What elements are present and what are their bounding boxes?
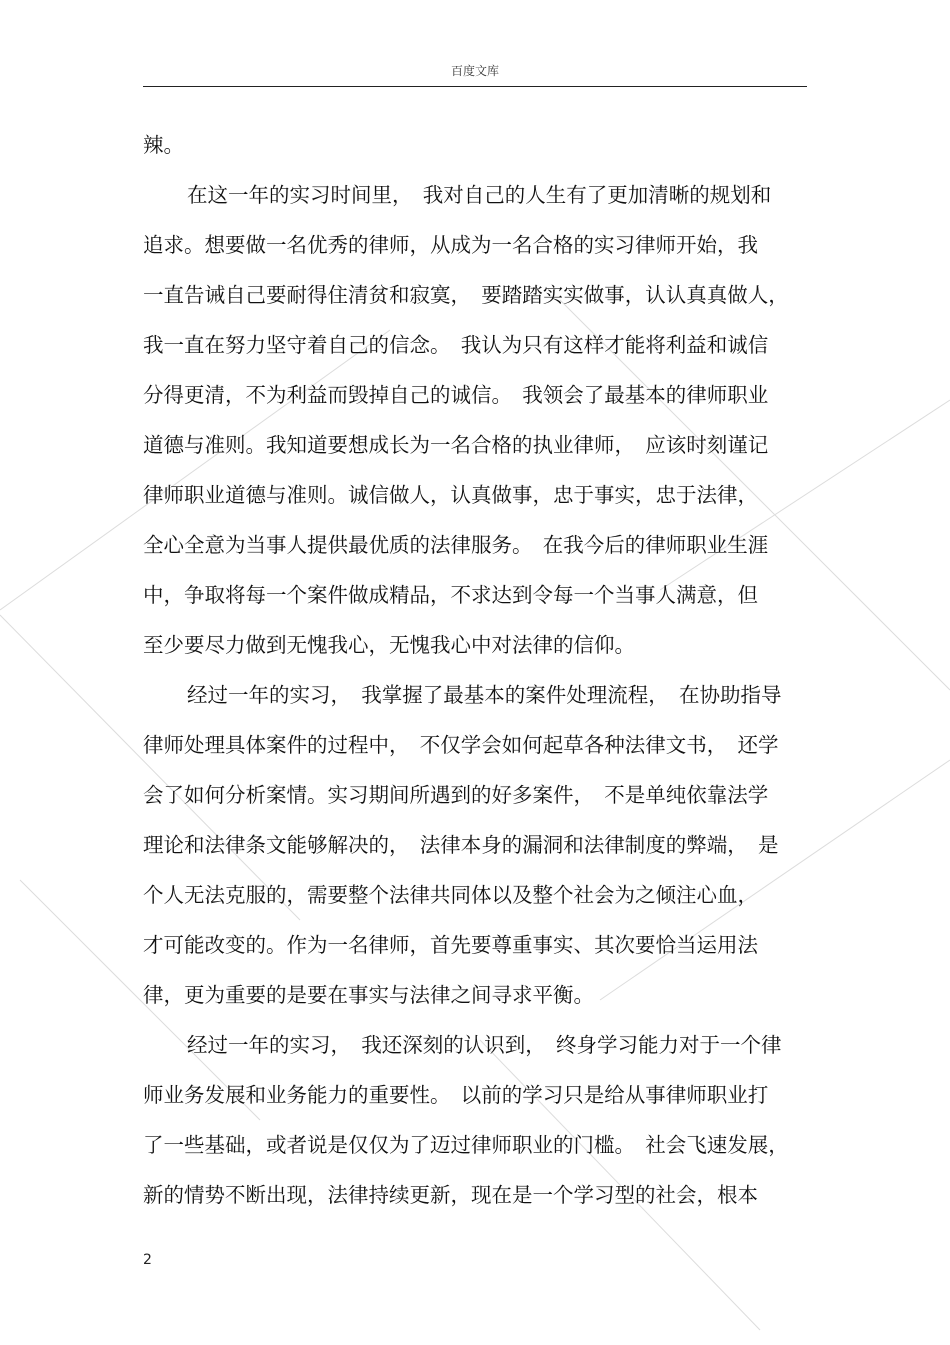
page-header: 百度文库 [450,64,499,78]
text-line: 律师处理具体案件的过程中， 不仅学会如何起草各种法律文书， 还学 [143,733,779,757]
text-line: 新的情势不断出现，法律持续更新，现在是一个学习型的社会，根本 [143,1183,758,1207]
text-line: 至少要尽力做到无愧我心，无愧我心中对法律的信仰。 [143,633,635,657]
text-line: 会了如何分析案情。实习期间所遇到的好多案件， 不是单纯依靠法学 [143,783,769,807]
text-line: 追求。想要做一名优秀的律师，从成为一名合格的实习律师开始，我 [143,233,758,257]
text-line: 才可能改变的。作为一名律师，首先要尊重事实、其次要恰当运用法 [143,933,758,957]
text-line: 律，更为重要的是要在事实与法律之间寻求平衡。 [143,983,594,1007]
text-line: 道德与准则。我知道要想成长为一名合格的执业律师， 应该时刻谨记 [143,433,769,457]
text-line: 中，争取将每一个案件做成精品，不求达到令每一个当事人满意，但 [143,583,758,607]
text-line: 个人无法克服的，需要整个法律共同体以及整个社会为之倾注心血， [143,883,758,907]
text-line: 师业务发展和业务能力的重要性。 以前的学习只是给从事律师职业打 [143,1083,769,1107]
text-line: 律师职业道德与准则。诚信做人，认真做事，忠于事实，忠于法律， [143,483,758,507]
text-line: 了一些基础，或者说是仅仅为了迈过律师职业的门槛。 社会飞速发展， [143,1133,789,1157]
document-body [143,120,807,1220]
text-line: 经过一年的实习， 我掌握了最基本的案件处理流程， 在协助指导 [187,683,782,707]
text-line: 辣。 [143,133,184,157]
text-line: 全心全意为当事人提供最优质的法律服务。 在我今后的律师职业生涯 [143,533,769,557]
text-line: 分得更清，不为利益而毁掉自己的诚信。 我领会了最基本的律师职业 [143,383,769,407]
header-divider [143,86,807,87]
text-line: 一直告诫自己要耐得住清贫和寂寞， 要踏踏实实做事，认认真真做人， [143,283,789,307]
text-line: 我一直在努力坚守着自己的信念。 我认为只有这样才能将利益和诚信 [143,333,769,357]
text-line: 在这一年的实习时间里， 我对自己的人生有了更加清晰的规划和 [187,183,772,207]
text-line: 理论和法律条文能够解决的， 法律本身的漏洞和法律制度的弊端， 是 [143,833,779,857]
text-line: 经过一年的实习， 我还深刻的认识到， 终身学习能力对于一个律 [187,1033,782,1057]
page-number: 2 [143,1252,152,1268]
